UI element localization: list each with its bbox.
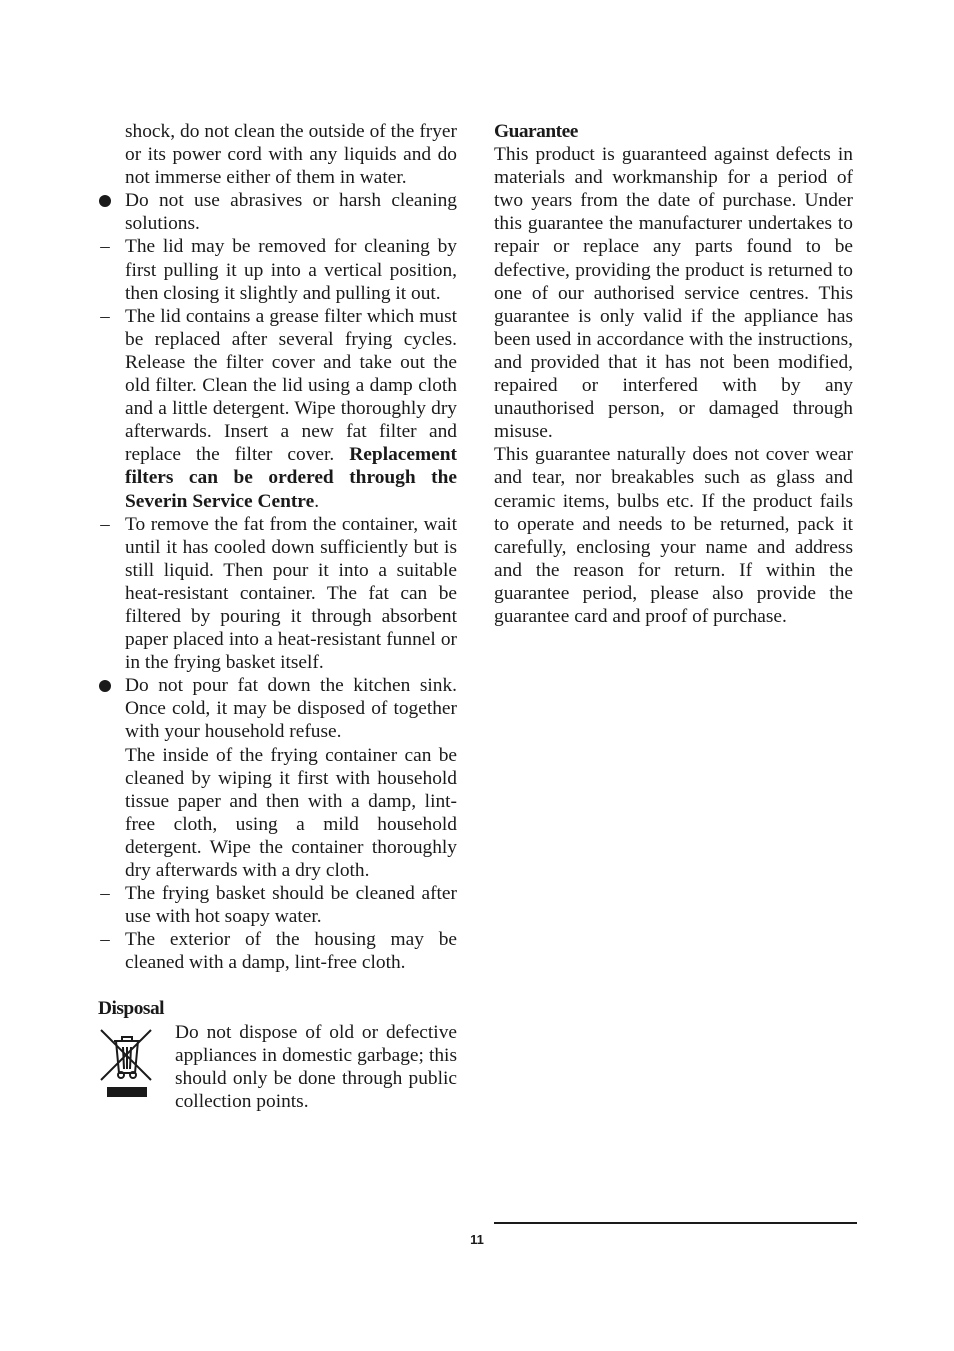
footer-rule [494, 1222, 857, 1224]
left-column [98, 120, 457, 1113]
continuation-text: shock, do not clean the outside of the fryer or its power cord with any liquids and do not immerse either of them in water. [125, 121, 457, 189]
list-item-dash-grease-filter [98, 305, 457, 513]
list-item-dash-exterior [98, 928, 457, 974]
dash-marker: – [100, 929, 110, 951]
disposal-heading: Disposal [98, 998, 165, 1020]
replacement-filters-note: Replacement filters can be ordered through the Severin Service Centre [125, 444, 457, 512]
list-item-text: Do not pour fat down the kitchen sink. Once cold, it may be disposed of together with your household refuse. [125, 675, 457, 743]
list-item-bullet-kitchen-sink [98, 674, 457, 882]
bullet-marker [98, 189, 112, 213]
list-item-dash-lid-removal [98, 235, 457, 304]
bullet-marker [98, 674, 112, 698]
list-item-text: Do not use abrasives or harsh cleaning solutions. [125, 190, 457, 235]
guarantee-paragraph-2: This guarantee naturally does not cover wear and tear, nor breakables such as glass and ceramic items, bulbs etc. If the product fails to operate and needs to be returned, pack it carefully, enclosing your name and address and the reason for return. If within the guarantee period, please also provide the guarantee card and proof of purchase. [494, 444, 853, 627]
crossed-out-wheelie-bin-icon [98, 1027, 156, 1099]
list-item-text: The lid contains a grease filter which must be replaced after several frying cycles. Release the filter cover and take out the old filter. Clean the lid using a damp cloth and a little detergent. Wipe thoroughly dry afterwards. Insert a new fat filter and replace the filter cover. [125, 305, 457, 466]
disposal-section [98, 1021, 457, 1113]
dash-marker: – [100, 513, 110, 535]
dash-marker: – [100, 305, 110, 327]
list-item-text: The exterior of the housing may be cleaned with a damp, lint-free cloth. [125, 929, 457, 974]
guarantee-paragraph-1: This product is guaranteed against defects in materials and workmanship for a period of two years from the date of purchase. Under this guarantee the manufacturer undertakes to repair or replace any parts found to be defective, providing the product is returned to one of our authorised service centres. This guarantee is only valid if the appliance has been used in accordance with the instructions, and provided that it has not been modified, repaired or interfered with by any unauthorised person, or damaged through misuse. [494, 144, 853, 443]
disposal-text: Do not dispose of old or defective appliances in domestic garbage; this should only be done through public collection points. [175, 1021, 457, 1112]
list-item-dash-frying-basket [98, 882, 457, 928]
page-number: 11 [470, 1232, 484, 1247]
list-item-text-end: . [314, 490, 320, 512]
guarantee-heading: Guarantee [494, 121, 578, 142]
list-item-dash-remove-fat [98, 513, 457, 675]
list-item-extra-text: The inside of the frying container can be cleaned by wiping it first with household tissue paper and then with a damp, lint-free cloth, using a mild household detergent. Wipe the container thoroughly dry afterwards with a dry cloth. [125, 744, 457, 881]
list-item-text: The frying basket should be cleaned after use with hot soapy water. [125, 883, 457, 928]
list-item-text: The lid may be removed for cleaning by first pulling it up into a vertical position, then closing it slightly and pulling it out. [125, 236, 457, 304]
dash-marker: – [100, 883, 110, 905]
list-item-text: To remove the fat from the container, wait until it has cooled down sufficiently but is still liquid. Then pour it into a suitable heat-resistant container. The fat can be filtered by pouring it through absorbent paper placed into a heat-resistant funnel or in the frying basket itself. [125, 513, 457, 674]
right-column [494, 120, 853, 628]
list-item-bullet-abrasives [98, 189, 457, 235]
dash-marker: – [100, 236, 110, 258]
